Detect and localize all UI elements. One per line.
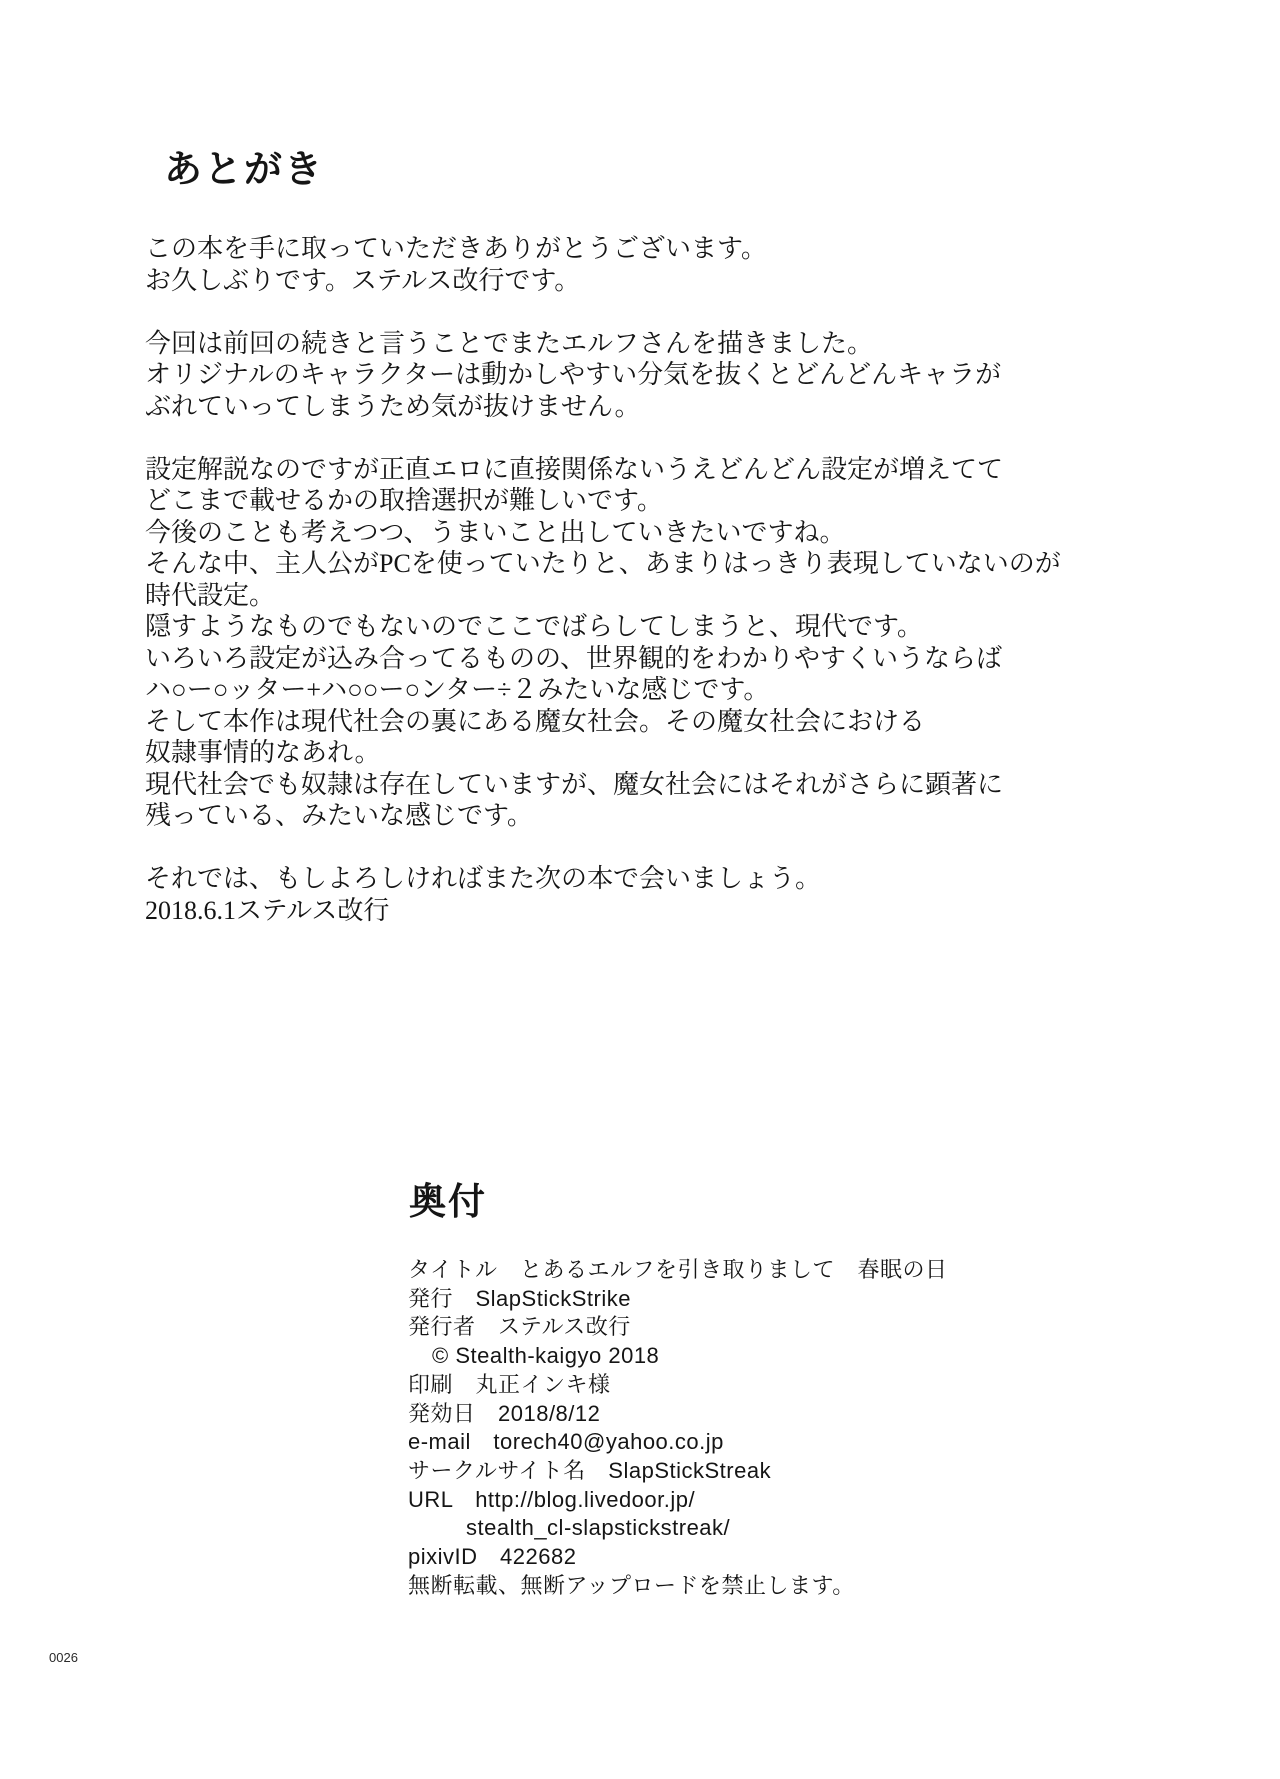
colophon-circle-site-line: サークルサイト名 SlapStickStreak: [408, 1457, 772, 1483]
afterword-line: 隠すようなものでもないのでここでばらしてしまうと、現代です。: [145, 612, 923, 641]
colophon-heading: 奥付: [409, 1181, 487, 1222]
afterword-paragraph: [145, 328, 1145, 423]
colophon-printer-line: 印刷 丸正インキ様: [408, 1371, 611, 1397]
colophon-pixiv-id-line: pixivID 422682: [408, 1544, 577, 1570]
afterword-line: 現代社会でも奴隷は存在していますが、魔女社会にはそれがさらに顕著に: [145, 769, 1004, 799]
afterword-heading: あとがき: [164, 149, 325, 191]
afterword-paragraph: [145, 863, 1145, 926]
afterword-line: 奴隷事情的なあれ。: [145, 738, 381, 767]
afterword-line: そんな中、主人公がPCを使っていたりと、あまりはっきり表現していないのが: [145, 549, 1061, 578]
afterword-line: お久しぶりです。ステルス改行です。: [145, 265, 581, 295]
colophon-author-line: 発行者 ステルス改行: [408, 1314, 631, 1340]
colophon-url-continuation-line: stealth_cl-slapstickstreak/: [466, 1515, 731, 1541]
afterword-line: そして本作は現代社会の裏にある魔女社会。その魔女社会における: [145, 706, 926, 736]
colophon-notice-line: 無断転載、無断アップロードを禁止します。: [408, 1572, 855, 1598]
colophon-url-line: URL http://blog.livedoor.jp/: [408, 1486, 696, 1512]
colophon-email-line: e-mail torech40@yahoo.co.jp: [408, 1429, 724, 1455]
afterword-body: [145, 233, 1145, 926]
afterword-line: 設定解説なのですが正直エロに直接関係ないうえどんどん設定が増えてて: [145, 454, 1004, 484]
afterword-paragraph: [145, 233, 1145, 296]
afterword-line: どこまで載せるかの取捨選択が難しいです。: [145, 486, 663, 515]
afterword-signature-line: 2018.6.1ステルス改行: [145, 895, 390, 925]
colophon-copyright-line: © Stealth-kaigyo 2018: [432, 1343, 660, 1369]
afterword-line: 今回は前回の続きと言うことでまたエルフさんを描きました。: [145, 328, 874, 358]
afterword-line: オリジナルのキャラクターは動かしやすい分気を抜くとどんどんキャラが: [145, 360, 1002, 389]
colophon-publisher-line: 発行 SlapStickStrike: [408, 1285, 631, 1311]
afterword-line: この本を手に取っていただきありがとうございます。: [145, 234, 767, 263]
colophon-body: [408, 1256, 968, 1600]
afterword-line: 今後のことも考えつつ、うまいこと出していきたいですね。: [145, 517, 846, 547]
afterword-line: それでは、もしよろしければまた次の本で会いましょう。: [145, 864, 822, 893]
afterword-line: いろいろ設定が込み合ってるものの、世界観的をわかりやすくいうならば: [145, 643, 1002, 673]
afterword-paragraph: [145, 454, 1145, 832]
afterword-line: ぶれていってしまうため気が抜けません。: [145, 391, 641, 421]
page-number: 0026: [49, 1650, 78, 1665]
afterword-line: 時代設定。: [145, 580, 276, 610]
colophon-title-line: タイトル とあるエルフを引き取りまして 春眠の日: [408, 1257, 948, 1282]
afterword-line: ハ○ー○ッター+ハ○○ー○ンター÷２みたいな感じです。: [145, 675, 770, 704]
colophon-date-line: 発効日 2018/8/12: [408, 1400, 601, 1426]
afterword-line: 残っている、みたいな感じです。: [145, 801, 533, 830]
